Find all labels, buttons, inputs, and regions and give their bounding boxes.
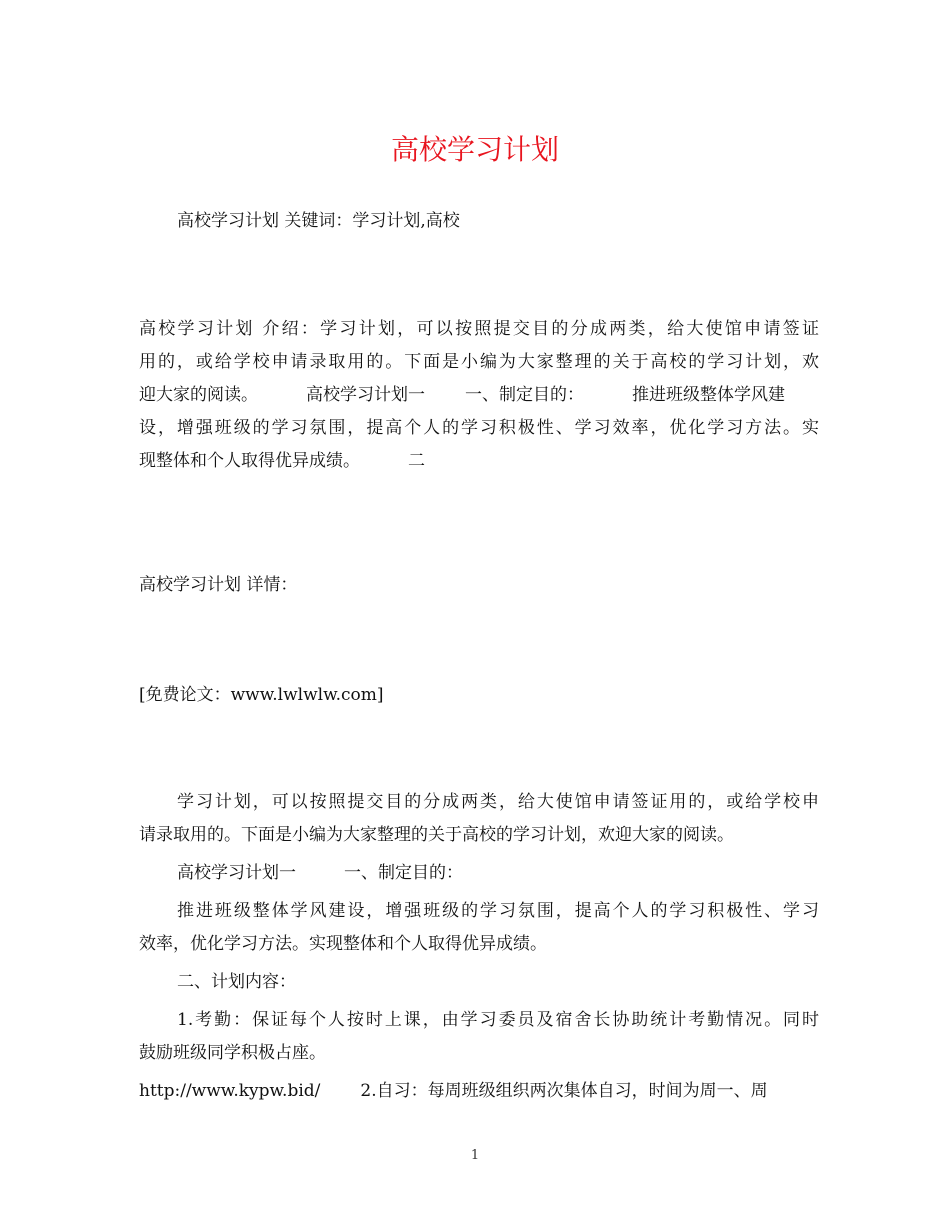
intro-line-4: 设，增强班级的学习氛围，提高个人的学习积极性、学习效率，优化学习方法。实 [139, 418, 819, 438]
page-title: 高校学习计划 [390, 133, 559, 166]
details-label: 高校学习计划 详情： [139, 575, 298, 595]
body-paragraph-3: 推进班级整体学风建设，增强班级的学习氛围，提高个人的学习积极性、学习 [177, 901, 819, 921]
body-paragraph-1-cont: 请录取用的。下面是小编为大家整理的关于高校的学习计划，欢迎大家的阅读。 [139, 825, 734, 845]
page-number: 1 [470, 1148, 480, 1163]
intro-text: 推进班级整体学风建 [632, 385, 785, 405]
kypw-link[interactable]: http://www.kypw.bid/ [139, 1081, 321, 1101]
body-paragraph-3-cont: 效率，优化学习方法。实现整体和个人取得优异成绩。 [139, 934, 547, 954]
body-paragraph-4: 二、计划内容： [177, 972, 296, 992]
intro-text: 现整体和个人取得优异成绩。 [139, 451, 360, 471]
intro-line-1: 高校学习计划 介绍：学习计划，可以按照提交目的分成两类，给大使馆申请签证 [139, 319, 819, 339]
intro-line-3 [139, 379, 819, 412]
free-paper-link[interactable]: [免费论文：www.lwlwlw.com] [139, 685, 384, 705]
keywords-line: 高校学习计划 关键词：学习计划,高校 [177, 211, 460, 231]
intro-text: 二 [408, 451, 425, 471]
intro-text: 迎大家的阅读。 [139, 385, 258, 405]
intro-text: 一、制定目的： [465, 385, 584, 405]
body-paragraph-6 [139, 1075, 819, 1108]
body-text: 2.自习：每周班级组织两次集体自习，时间为周一、周 [360, 1081, 768, 1101]
intro-text: 高校学习计划一 [306, 385, 425, 405]
body-paragraph-2 [177, 857, 819, 890]
intro-line-2: 用的，或给学校申请录取用的。下面是小编为大家整理的关于高校的学习计划，欢 [139, 352, 819, 372]
body-paragraph-5: 1.考勤：保证每个人按时上课，由学习委员及宿舍长协助统计考勤情况。同时 [177, 1010, 819, 1030]
body-paragraph-1: 学习计划，可以按照提交目的分成两类，给大使馆申请签证用的，或给学校申 [177, 792, 819, 812]
plan-heading: 高校学习计划一 [177, 863, 296, 883]
intro-line-5 [139, 445, 819, 478]
body-paragraph-5-cont: 鼓励班级同学积极占座。 [139, 1043, 326, 1063]
section-heading: 一、制定目的： [344, 863, 463, 883]
